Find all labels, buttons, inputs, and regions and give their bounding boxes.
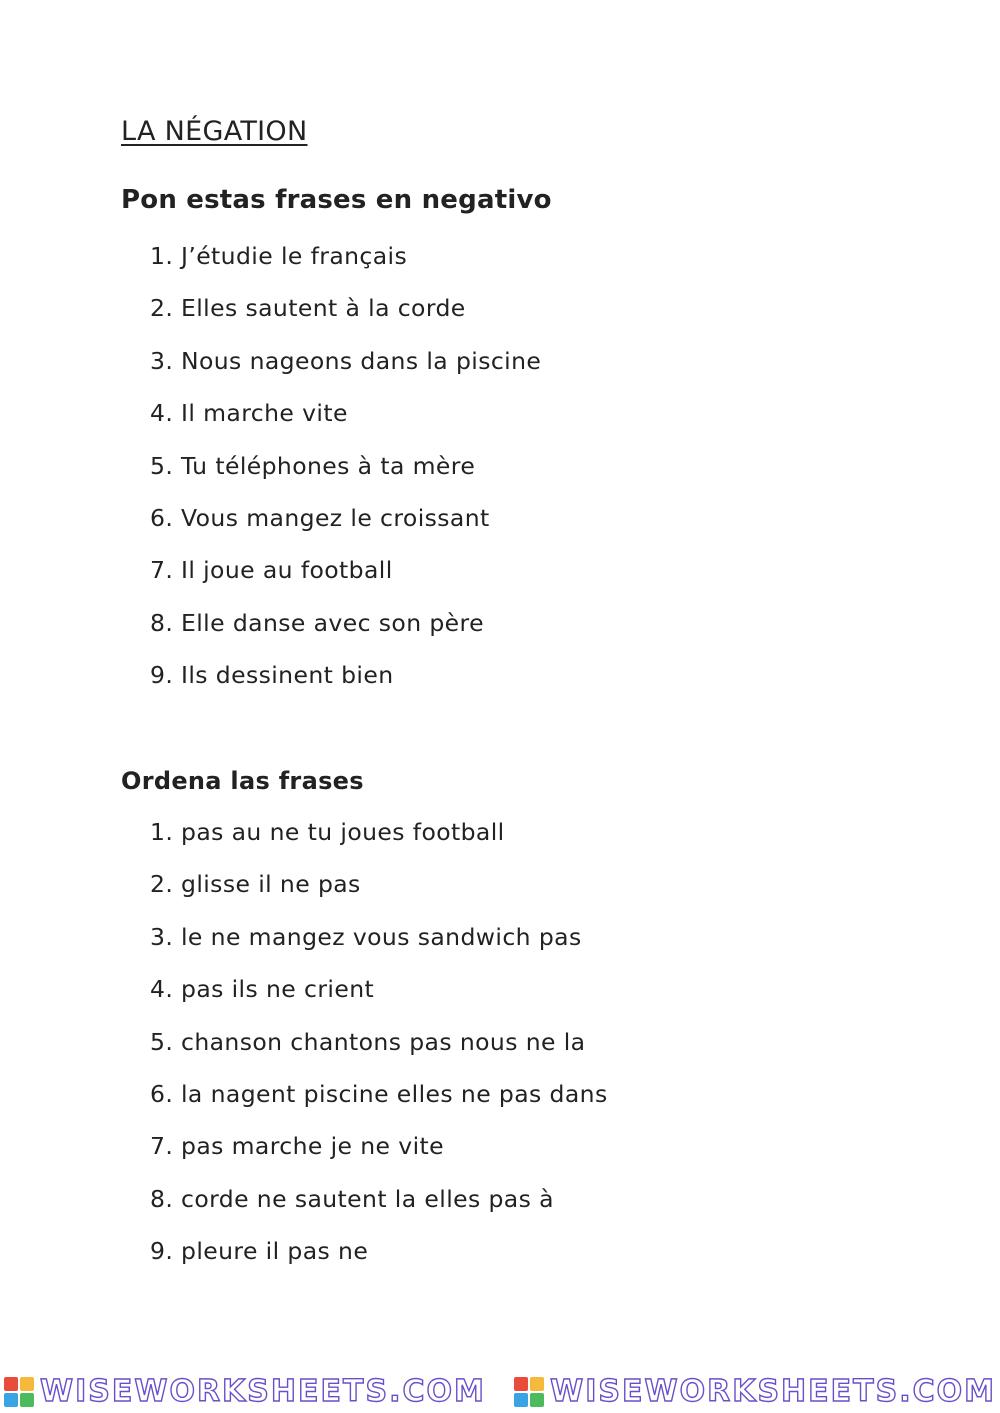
logo-square-blue — [514, 1393, 528, 1407]
list-item — [150, 609, 541, 661]
item-text: J’étudie le français — [181, 242, 408, 270]
item-number: 9. — [150, 1237, 174, 1266]
footer-watermark — [0, 1370, 1000, 1413]
section-2-heading: Ordena las frases — [121, 767, 364, 795]
item-text: Elles sautent à la corde — [181, 294, 466, 323]
item-text: Tu téléphones à ta mère — [181, 451, 476, 480]
list-item — [150, 661, 541, 713]
item-text: Elle danse avec son père — [181, 608, 484, 637]
item-text: pas marche je ne vite — [181, 1132, 444, 1161]
logo-square-blue — [4, 1393, 18, 1407]
item-number: 4. — [150, 975, 174, 1004]
item-number: 8. — [150, 1184, 174, 1213]
item-number: 8. — [150, 608, 174, 637]
item-number: 1. — [150, 242, 174, 270]
list-item — [150, 870, 608, 922]
item-number: 7. — [150, 556, 174, 585]
list-item — [150, 347, 541, 399]
list-item — [150, 1080, 608, 1132]
list-item — [150, 1028, 608, 1080]
list-item — [150, 1237, 608, 1289]
item-number: 5. — [150, 451, 174, 480]
list-item — [150, 556, 541, 608]
list-item — [150, 1185, 608, 1237]
logo-square-green — [530, 1393, 544, 1407]
item-text: Nous nageons dans la piscine — [181, 346, 542, 375]
logo-square-red — [4, 1377, 18, 1391]
list-item — [150, 504, 541, 556]
item-text: corde ne sautent la elles pas à — [181, 1184, 554, 1213]
item-text: le ne mangez vous sandwich pas — [181, 922, 582, 951]
list-item — [150, 242, 541, 294]
list-item — [150, 923, 608, 975]
item-number: 9. — [150, 661, 174, 690]
item-text: Il joue au football — [181, 556, 393, 585]
item-number: 7. — [150, 1132, 174, 1161]
list-item — [150, 294, 541, 346]
brand-left — [4, 1374, 486, 1409]
list-item — [150, 1132, 608, 1184]
ordering-exercise-list — [150, 818, 608, 1290]
item-number: 3. — [150, 346, 174, 375]
item-text: chanson chantons pas nous ne la — [181, 1027, 586, 1056]
page-title: LA NÉGATION — [121, 116, 308, 147]
logo-square-yellow — [530, 1377, 544, 1391]
item-number: 5. — [150, 1027, 174, 1056]
item-text: glisse il ne pas — [181, 870, 361, 899]
brand-logo-icon — [4, 1377, 34, 1407]
item-text: pleure il pas ne — [181, 1237, 369, 1266]
item-text: pas ils ne crient — [181, 975, 375, 1004]
item-number: 2. — [150, 294, 174, 323]
item-text: Il marche vite — [181, 399, 348, 428]
item-text: Ils dessinent bien — [181, 661, 394, 690]
logo-square-red — [514, 1377, 528, 1391]
item-number: 2. — [150, 870, 174, 899]
brand-right — [514, 1374, 996, 1409]
item-text: la nagent piscine elles ne pas dans — [181, 1079, 608, 1108]
list-item — [150, 975, 608, 1027]
logo-square-yellow — [20, 1377, 34, 1391]
item-number: 6. — [150, 503, 174, 532]
section-1-heading: Pon estas frases en negativo — [121, 185, 552, 215]
logo-square-green — [20, 1393, 34, 1407]
item-number: 4. — [150, 399, 174, 428]
list-item — [150, 818, 608, 870]
item-text: pas au ne tu joues football — [181, 818, 505, 846]
item-number: 1. — [150, 818, 174, 846]
list-item — [150, 452, 541, 504]
brand-text: WISEWORKSHEETS.COM — [40, 1374, 486, 1409]
brand-logo-icon — [514, 1377, 544, 1407]
item-text: Vous mangez le croissant — [181, 503, 490, 532]
brand-text: WISEWORKSHEETS.COM — [550, 1374, 996, 1409]
item-number: 3. — [150, 922, 174, 951]
list-item — [150, 399, 541, 451]
item-number: 6. — [150, 1079, 174, 1108]
negation-exercise-list — [150, 242, 541, 714]
